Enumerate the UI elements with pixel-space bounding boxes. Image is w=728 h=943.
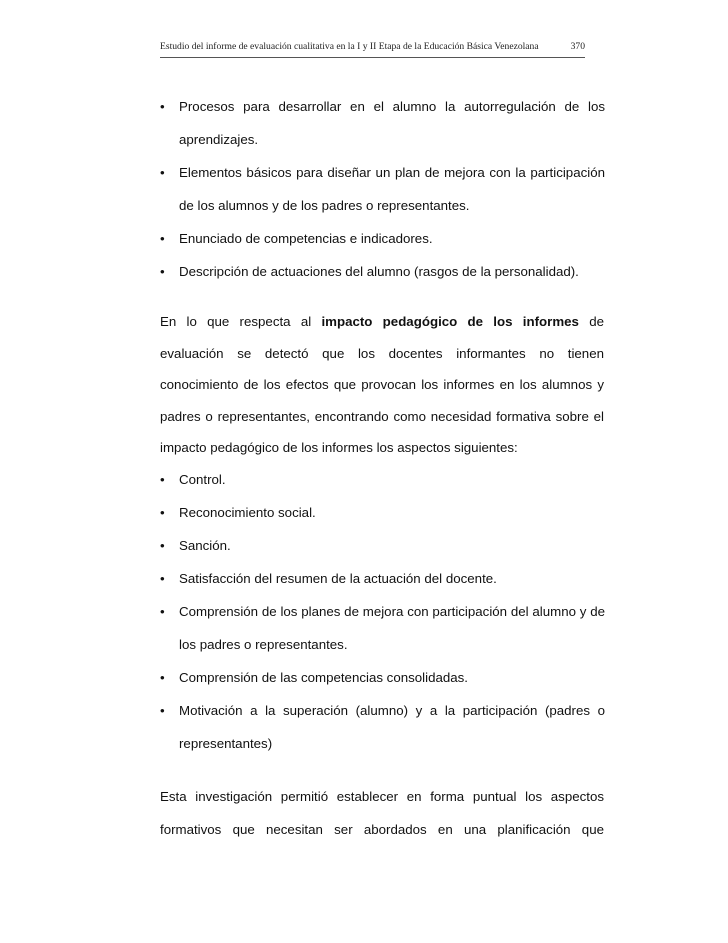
text-run: de	[589, 314, 604, 329]
emphasis-text: impacto pedagógico de los informes	[321, 314, 579, 329]
text-line: Esta investigación permitió establecer en forma puntual los aspectos	[160, 789, 604, 804]
list-item	[160, 661, 605, 694]
page-number: 370	[570, 41, 585, 52]
list-item	[160, 255, 605, 288]
bullet-icon: •	[160, 571, 165, 586]
bullet-icon: •	[160, 538, 165, 553]
text-line	[160, 306, 604, 338]
running-title: Estudio del informe de evaluación cualitativa en la I y II Etapa de la Educación Básica Venezolana	[160, 41, 539, 52]
list-item-text: Descripción de actuaciones del alumno (rasgos de la personalidad).	[179, 264, 579, 279]
bullet-icon: •	[160, 165, 165, 180]
list-item-text: Satisfacción del resumen de la actuación del docente.	[179, 571, 497, 586]
bullet-icon: •	[160, 670, 165, 685]
list-item	[160, 463, 605, 496]
list-item-text: Sanción.	[179, 538, 231, 553]
list-item-text: Procesos para desarrollar en el alumno la autorregulación de los aprendizajes.	[179, 99, 605, 147]
text-line: impacto pedagógico de los informes los aspectos siguientes:	[160, 440, 518, 455]
list-item	[160, 529, 605, 562]
bullet-icon: •	[160, 231, 165, 246]
text-line: formativos que necesitan ser abordados en una planificación que	[160, 822, 604, 837]
list-item-text: Elementos básicos para diseñar un plan de mejora con la participación de los alumnos y de los padres o representantes.	[179, 165, 605, 213]
bullet-icon: •	[160, 703, 165, 718]
paragraph-pedagogical-impact	[160, 306, 604, 464]
list-item-text: Comprensión de las competencias consolidadas.	[179, 670, 468, 685]
list-item-text: Reconocimiento social.	[179, 505, 316, 520]
header-rule	[160, 57, 585, 58]
bullet-icon: •	[160, 472, 165, 487]
paragraph-research-conclusion	[160, 780, 604, 846]
text-line: conocimiento de los efectos que provocan los informes en los alumnos y	[160, 377, 604, 392]
list-item	[160, 562, 605, 595]
list-item	[160, 90, 605, 156]
list-item	[160, 595, 605, 661]
list-item	[160, 496, 605, 529]
bullet-icon: •	[160, 604, 165, 619]
text-line: padres o representantes, encontrando como necesidad formativa sobre el	[160, 408, 604, 424]
list-item-text: Control.	[179, 472, 226, 487]
bullet-icon: •	[160, 264, 165, 279]
text-run: En lo que respecta al	[160, 314, 312, 329]
running-header	[160, 41, 585, 53]
list-item-text: Comprensión de los planes de mejora con participación del alumno y de los padres o representantes.	[179, 604, 605, 652]
list-item-text: Motivación a la superación (alumno) y a la participación (padres o representantes)	[179, 703, 605, 751]
list-item-text: Enunciado de competencias e indicadores.	[179, 231, 433, 246]
bullet-icon: •	[160, 505, 165, 520]
list-item	[160, 694, 605, 760]
bullet-list-training-elements	[160, 90, 605, 288]
list-item	[160, 222, 605, 255]
bullet-icon: •	[160, 99, 165, 114]
bullet-list-impact-aspects	[160, 463, 605, 760]
list-item	[160, 156, 605, 222]
text-line: evaluación se detectó que los docentes informantes no tienen	[160, 345, 604, 361]
